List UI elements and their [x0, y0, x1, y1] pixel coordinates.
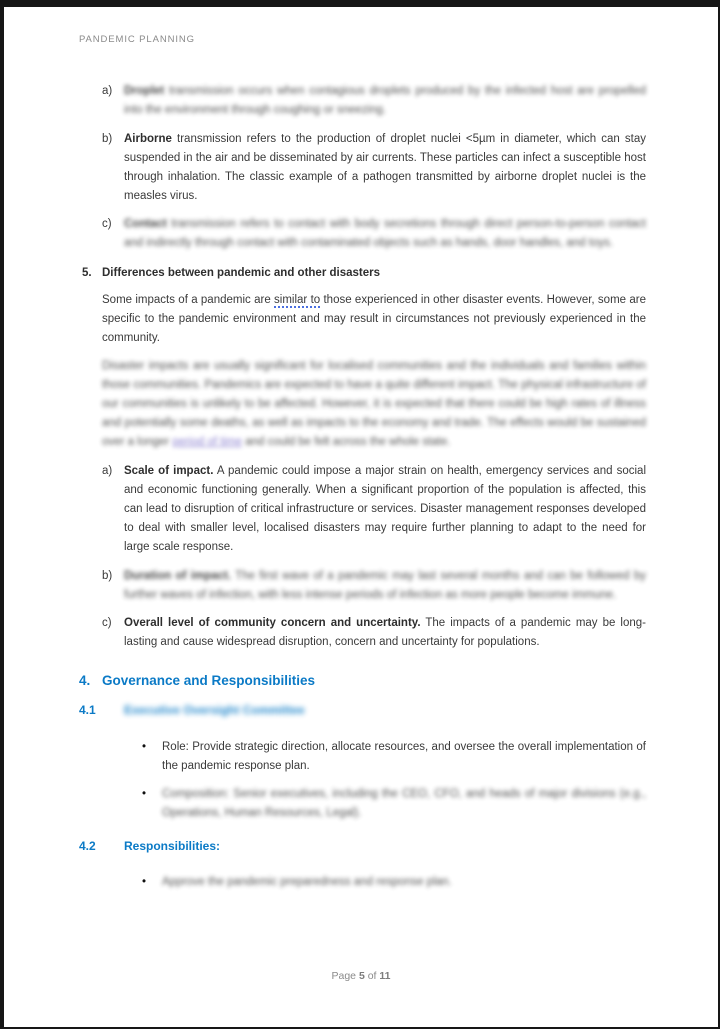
text-run: those experienced in other disaster events. However, some are specific to the pandemic environment and may result in circumstances not previously experienced in the community.: [102, 294, 646, 344]
footer-page-number: 5: [358, 970, 365, 982]
subsection-4-1-heading: [79, 703, 646, 717]
list-marker: c): [102, 218, 112, 230]
bullet-icon: •: [142, 788, 147, 800]
subsection-number: 4.1: [79, 703, 96, 717]
grammar-check-phrase: similar to: [274, 294, 321, 306]
bullet-composition: [142, 785, 646, 823]
body-run: The impacts of a pandemic may be long- lasting and cause widespread disruption, concern and uncertainty for populations.: [124, 617, 646, 648]
text-run: Disaster impacts are usually significant for localised communities and the individuals and families within those communities. Pandemics are expected to have a quite different impact. The physical infrastructure of our communities is unlikely to be affected. However, it is expected that there could be high rates of illness and potentially some deaths, as well as impacts to the economy and trade. The effects would be sustained over a longer: [102, 360, 646, 448]
body-run: transmission refers to contact with body secretions through direct person-to-person contact and indirectly through contact with contaminated objects such as hands, door handles, and toys.: [124, 218, 646, 249]
list-item-text-blurred: [124, 82, 646, 120]
list-item-text: [124, 614, 646, 652]
body-run: The first wave of a pandemic may last several months and can be followed by further waves of infection, with less intense periods of infection as more people become immune.: [124, 570, 646, 601]
list-marker: a): [102, 465, 113, 477]
footer-page-total: 11: [379, 970, 391, 982]
lead-phrase: Overall level of community concern and uncertainty.: [124, 617, 421, 629]
list-marker: b): [102, 133, 113, 145]
lead-phrase: Duration of impact.: [124, 570, 232, 582]
bullet-icon: •: [142, 876, 147, 888]
body-run: transmission refers to the production of droplet nuclei <5µm in diameter, which can stay suspended in the air and be disseminated by air currents. These particles can infect a susceptible host through inhalation. The classic example of a pathogen transmitted by airborne droplet nuclei is the measles virus.: [124, 133, 646, 202]
subsection-4-2-heading: [79, 839, 646, 853]
bullet-icon: •: [142, 741, 147, 753]
subsection-title: Responsibilities:: [124, 839, 221, 853]
body-run: transmission occurs when contagious droplets produced by the infected host are propelled into the environment through coughing or sneezing.: [124, 85, 646, 116]
lead-word: Droplet: [124, 85, 165, 97]
section-4-heading: [79, 673, 646, 688]
section-5-heading: [82, 264, 646, 283]
list-marker: a): [102, 85, 113, 97]
list-item-text: [124, 462, 646, 557]
text-run: Some impacts of a pandemic are: [102, 294, 275, 306]
bullet-text-blurred: Composition: Senior executives, including the CEO, CFO, and heads of major divisions (e.g., Operations, Human Resources, Legal).: [162, 788, 646, 819]
text-run: and could be felt across the whole state.: [242, 436, 451, 448]
bullet-text: Role: Provide strategic direction, allocate resources, and oversee the overall implementation of the pandemic response plan.: [162, 741, 646, 772]
lead-word: Contact: [124, 218, 167, 230]
list-marker: c): [102, 617, 112, 629]
subsection-title-blurred: Executive Oversight Committee: [124, 703, 305, 717]
section-number: 5.: [82, 267, 92, 279]
list-marker: b): [102, 570, 113, 582]
list-item-scale-of-impact: [102, 462, 646, 557]
list-item-droplet: [102, 82, 646, 120]
section-5-impact-paragraph-blurred: [102, 357, 646, 452]
footer-text: Page: [331, 970, 359, 982]
section-number: 4.: [79, 673, 91, 688]
list-item-text: [124, 130, 646, 206]
section-5-intro-paragraph: [102, 291, 646, 348]
list-item-contact: [102, 215, 646, 253]
section-title: Governance and Responsibilities: [102, 673, 316, 688]
page-footer: [4, 970, 718, 982]
bullet-role: [142, 738, 646, 776]
document-page: [4, 7, 718, 1027]
bullet-approve-plan: [142, 873, 646, 892]
body-run: A pandemic could impose a major strain on health, emergency services and social and economic functioning generally. When a significant proportion of the population is affected, this can lead to disruption of critical infrastructure or services. Disaster management responses developed to deal with smaller level, localised disasters may require further planning to adapt to the need for large scale response.: [124, 465, 646, 553]
list-item-text-blurred: [124, 567, 646, 605]
list-item-text-blurred: [124, 215, 646, 253]
list-item-airborne: [102, 130, 646, 206]
list-item-duration-of-impact: [102, 567, 646, 605]
list-item-community-concern: [102, 614, 646, 652]
section-title: Differences between pandemic and other disasters: [102, 267, 381, 279]
document-header-title: PANDEMIC PLANNING: [79, 34, 195, 45]
lead-phrase: Scale of impact.: [124, 465, 214, 477]
subsection-number: 4.2: [79, 839, 96, 853]
lead-word: Airborne: [124, 133, 172, 145]
bullet-text-blurred: Approve the pandemic preparedness and response plan.: [162, 876, 452, 888]
hyperlink-phrase[interactable]: period of time: [172, 436, 243, 448]
footer-text: of: [364, 970, 380, 982]
